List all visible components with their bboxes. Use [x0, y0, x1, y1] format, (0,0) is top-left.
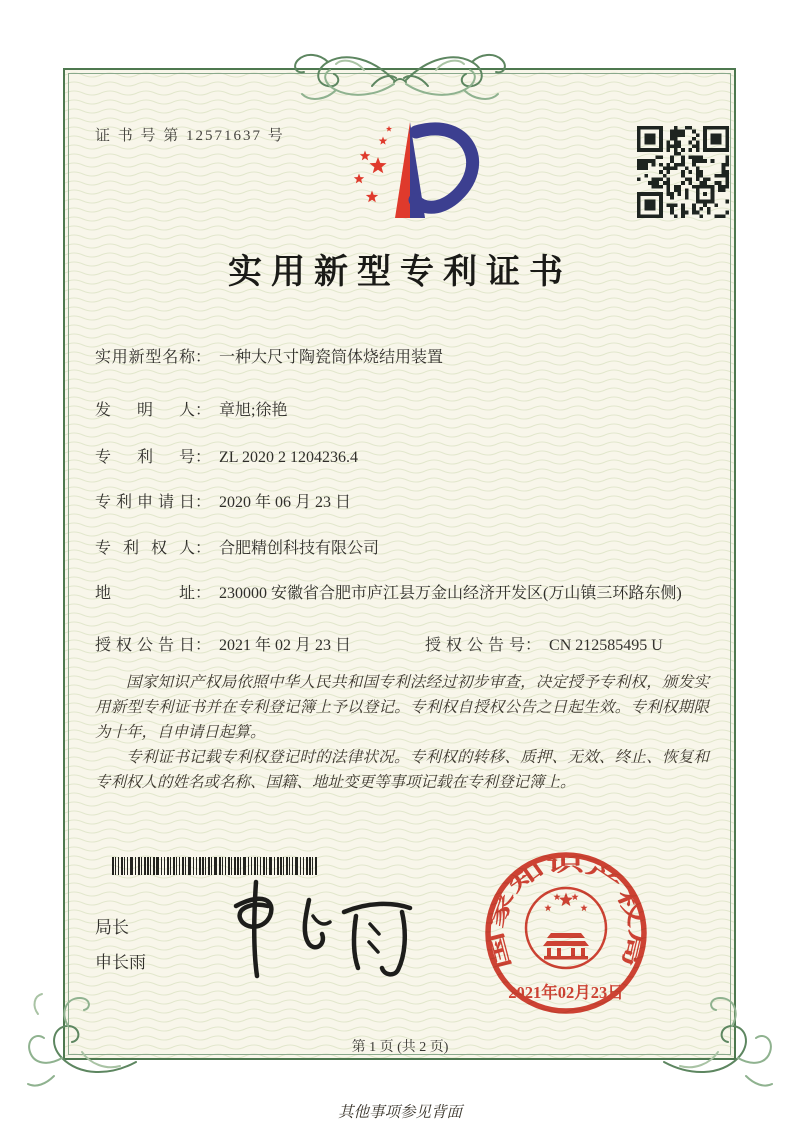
field-row-filing-date — [95, 491, 713, 514]
field-row-name — [95, 346, 713, 369]
field-value-inventor: 章旭;徐艳 — [219, 402, 288, 419]
certificate-number: 证 书 号 第 12571637 号 — [95, 128, 285, 144]
field-value-patentee: 合肥精创科技有限公司 — [219, 540, 380, 557]
seal-org-text: 国家知识产权局 — [485, 853, 648, 972]
field-row-inventor — [95, 399, 713, 422]
field-value-grant-date: 2021 年 02 月 23 日 — [219, 637, 352, 654]
legal-paragraph-2: 专利证书记载专利权登记时的法律状况。专利权的转移、质押、无效、终止、恢复和专利权人的姓名或名称、国籍、地址变更等事项记载在专利登记簿上。 — [95, 749, 709, 792]
field-label: 专利号 — [95, 449, 195, 466]
svg-text:国家知识产权局 — [483, 853, 648, 972]
seal-date: 2021年02月23日 — [508, 983, 624, 1002]
commissioner-name: 申长雨 — [95, 953, 146, 972]
logo-stars — [354, 126, 392, 203]
page-number: 第 1 页 (共 2 页) — [351, 1040, 449, 1055]
cnipa-logo — [332, 108, 490, 230]
field-label: 专利申请日 — [95, 494, 195, 511]
colon: ： — [195, 540, 212, 557]
field-label: 地址 — [95, 585, 195, 602]
field-label: 发明人 — [95, 402, 195, 419]
commissioner-title: 局长 — [95, 918, 129, 937]
field-label: 授权公告日 — [95, 637, 195, 654]
colon: ： — [195, 637, 212, 654]
field-value-grant-no: CN 212585495 U — [549, 637, 663, 654]
field-value-patent-no: ZL 2020 2 1204236.4 — [219, 449, 358, 466]
field-value-filing-date: 2020 年 06 月 23 日 — [219, 494, 352, 511]
certificate-title: 实用新型专利证书 — [228, 254, 572, 291]
colon: ： — [195, 449, 212, 466]
back-side-note: 其他事项参见背面 — [337, 1104, 462, 1121]
colon: ： — [195, 349, 212, 366]
field-value-name: 一种大尺寸陶瓷筒体烧结用装置 — [219, 349, 444, 366]
field-label: 实用新型名称 — [95, 349, 195, 366]
signature-handwritten — [212, 872, 422, 984]
seal-national-emblem — [526, 888, 606, 968]
colon: ： — [525, 637, 542, 654]
legal-paragraph-1: 国家知识产权局依照中华人民共和国专利法经过初步审查，决定授予专利权，颁发实用新型专利证书并在专利登记簿上予以登记。专利权自授权公告之日起生效。专利权期限为十年，自申请日起算。 — [95, 674, 709, 742]
colon: ： — [195, 402, 212, 419]
colon: ： — [195, 585, 212, 602]
field-label: 专利权人 — [95, 540, 195, 557]
field-row-address — [95, 582, 713, 605]
field-row-grant — [95, 634, 713, 657]
qr-code — [637, 126, 729, 218]
colon: ： — [195, 494, 212, 511]
field-label: 授权公告号 — [425, 637, 525, 654]
field-row-patent-no — [95, 446, 713, 469]
cnipa-red-seal — [481, 848, 651, 1018]
field-row-patentee — [95, 537, 713, 560]
field-value-address: 230000 安徽省合肥市庐江县万金山经济开发区(万山镇三环路东侧) — [219, 585, 682, 602]
field-grant-no — [425, 634, 663, 657]
legal-text — [95, 670, 709, 796]
